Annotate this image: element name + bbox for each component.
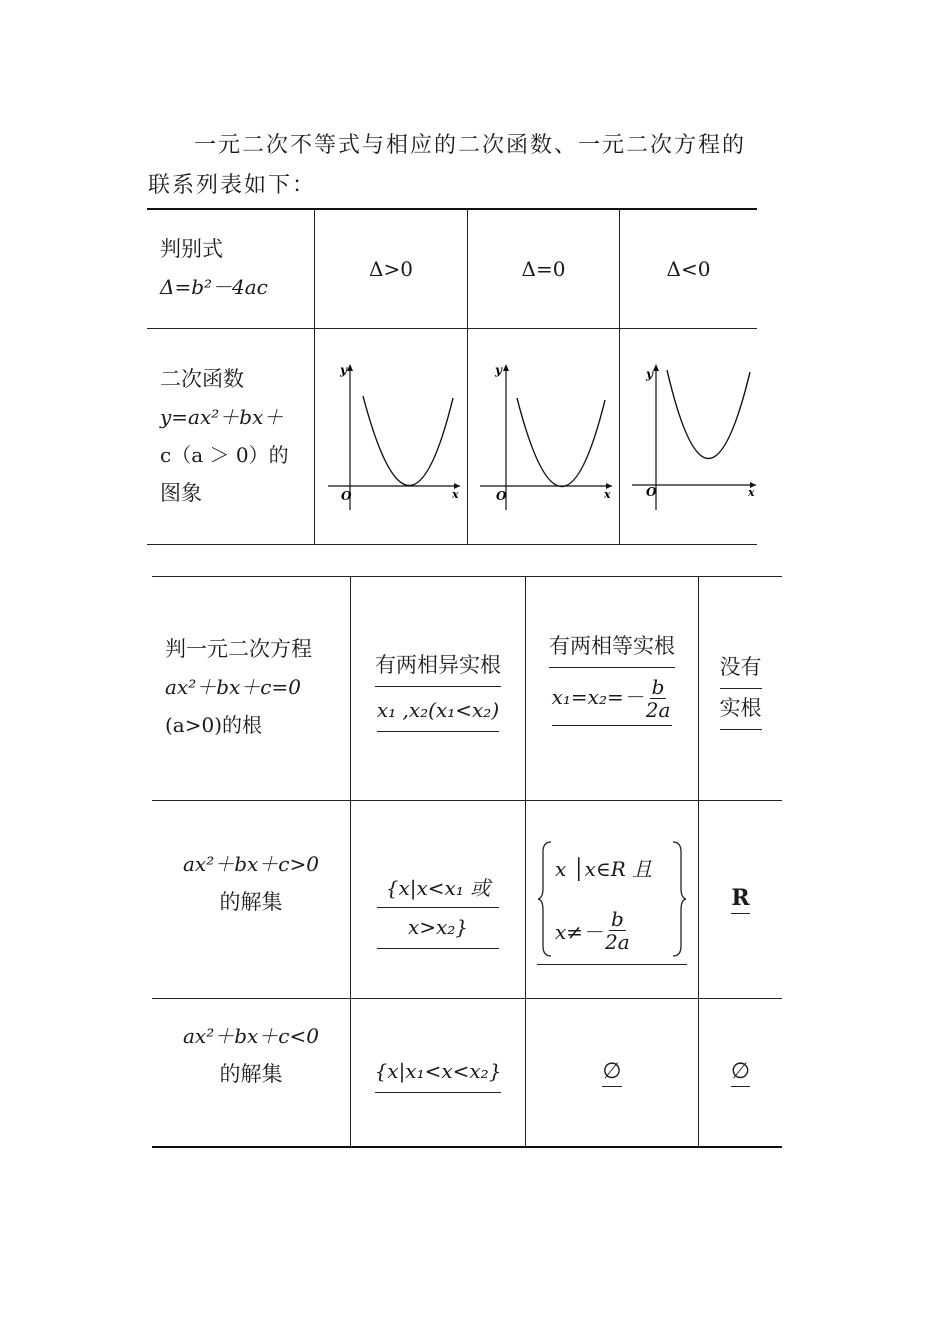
- y-axis-label: y: [340, 363, 347, 377]
- parabola-graph-two-roots: [322, 360, 464, 516]
- b-over-2a-fraction: [646, 676, 671, 721]
- two-equal-roots-cell: [526, 577, 698, 800]
- less-than-zero-two-roots-solution: [351, 999, 525, 1146]
- y-axis-label: y: [646, 367, 653, 381]
- equal-roots-set-line-1: x │x∈R 且: [555, 857, 653, 881]
- greater-solution-line-2: x>x₂}: [407, 914, 469, 939]
- delta-positive: Δ>0: [369, 256, 413, 281]
- table1-row-divider: [147, 328, 757, 329]
- greater-than-zero-equal-roots-solution: [526, 801, 698, 998]
- delta-zero: Δ=0: [521, 256, 566, 281]
- equation-roots-header-line-1: 判一元二次方程: [165, 637, 312, 661]
- fraction-numerator: b: [651, 675, 665, 699]
- two-equal-roots-formula: [552, 676, 673, 726]
- parabola-curve: [667, 370, 750, 459]
- discriminant-header: [160, 230, 310, 306]
- greater-than-zero-solution-set-label: 的解集: [219, 889, 283, 914]
- quadratic-function-line-1: 二次函数: [160, 367, 244, 391]
- equation-roots-header-line-2: ax²＋bx＋c=0: [165, 675, 301, 699]
- less-than-zero-equal-roots-solution: [526, 999, 698, 1146]
- empty-set-no-roots: ∅: [731, 1059, 750, 1087]
- equal-roots-set-line-2: [555, 908, 632, 953]
- quadratic-function-line-4: 图象: [160, 481, 202, 505]
- origin-label: O: [341, 489, 352, 503]
- real-numbers-set: R: [731, 885, 749, 914]
- x-axis-label: x: [452, 488, 459, 501]
- two-equal-roots-formula-prefix: x₁=x₂=－: [551, 685, 644, 709]
- equation-roots-header-line-3: (a>0)的根: [165, 713, 263, 737]
- greater-solution-line-1: {x|x<x₁ 或: [377, 869, 499, 908]
- quadratic-function-header: [160, 360, 312, 512]
- delta-negative: Δ<0: [666, 256, 711, 281]
- no-real-roots-line-1: 没有: [720, 648, 762, 689]
- quadratic-function-line-2: y=ax²＋bx＋: [160, 405, 284, 429]
- no-real-roots-line-2: 实根: [720, 689, 762, 730]
- right-brace-icon: [671, 840, 687, 958]
- empty-set-equal-roots: ∅: [602, 1059, 621, 1087]
- intro-paragraph: [148, 126, 758, 206]
- no-real-roots-cell: [699, 577, 782, 800]
- equal-roots-set-line-2-prefix: x≠－: [555, 920, 604, 944]
- intro-line-2: 联系列表如下：: [148, 173, 317, 198]
- origin-label: O: [496, 489, 507, 503]
- y-axis-arrow: [347, 364, 353, 371]
- parabola-curve: [517, 398, 605, 487]
- table2-bottom-border: [152, 1146, 782, 1148]
- two-distinct-roots-label: 有两相异实根: [375, 646, 501, 687]
- y-axis-arrow: [653, 364, 659, 371]
- fraction-numerator: b: [610, 907, 624, 931]
- quadratic-function-line-3: c（a ＞ 0）的: [160, 443, 289, 467]
- between-roots-set: {x|x₁<x<x₂}: [375, 1052, 502, 1093]
- two-equal-roots-label: 有两相等实根: [549, 627, 675, 668]
- parabola-graph-one-root: [474, 360, 616, 516]
- table1-bottom-border: [147, 544, 757, 545]
- x-axis-label: x: [604, 488, 611, 501]
- parabola-curve: [363, 396, 453, 486]
- two-distinct-roots-formula: x₁ ,x₂(x₁<x₂): [377, 691, 499, 732]
- fraction-denominator: 2a: [645, 698, 671, 722]
- discriminant-header-label: 判别式: [160, 237, 223, 261]
- two-distinct-roots-cell: [351, 577, 525, 800]
- greater-than-zero-two-roots-solution: [351, 801, 525, 998]
- less-than-zero-inequality: ax²＋bx＋c<0: [183, 1023, 319, 1048]
- parabola-graph-no-roots: [628, 360, 758, 516]
- intro-line-1: 一元二次不等式与相应的二次函数、一元二次方程的: [194, 133, 747, 158]
- x-axis-label: x: [748, 486, 755, 499]
- less-than-zero-header: [152, 999, 350, 1146]
- left-brace-icon: [537, 840, 553, 958]
- less-than-zero-no-roots-solution: [699, 999, 782, 1146]
- greater-than-zero-no-roots-solution: [699, 801, 782, 998]
- equation-roots-header: [165, 630, 349, 744]
- greater-than-zero-inequality: ax²＋bx＋c>0: [183, 851, 319, 876]
- origin-label: O: [646, 485, 657, 499]
- y-axis-arrow: [503, 364, 509, 371]
- fraction-denominator: 2a: [605, 930, 630, 954]
- less-than-zero-solution-set-label: 的解集: [219, 1061, 283, 1086]
- discriminant-formula: Δ=b²－4ac: [160, 275, 268, 299]
- y-axis-label: y: [495, 363, 502, 377]
- greater-than-zero-header: [152, 801, 350, 998]
- b-over-2a-fraction-set: [605, 908, 630, 953]
